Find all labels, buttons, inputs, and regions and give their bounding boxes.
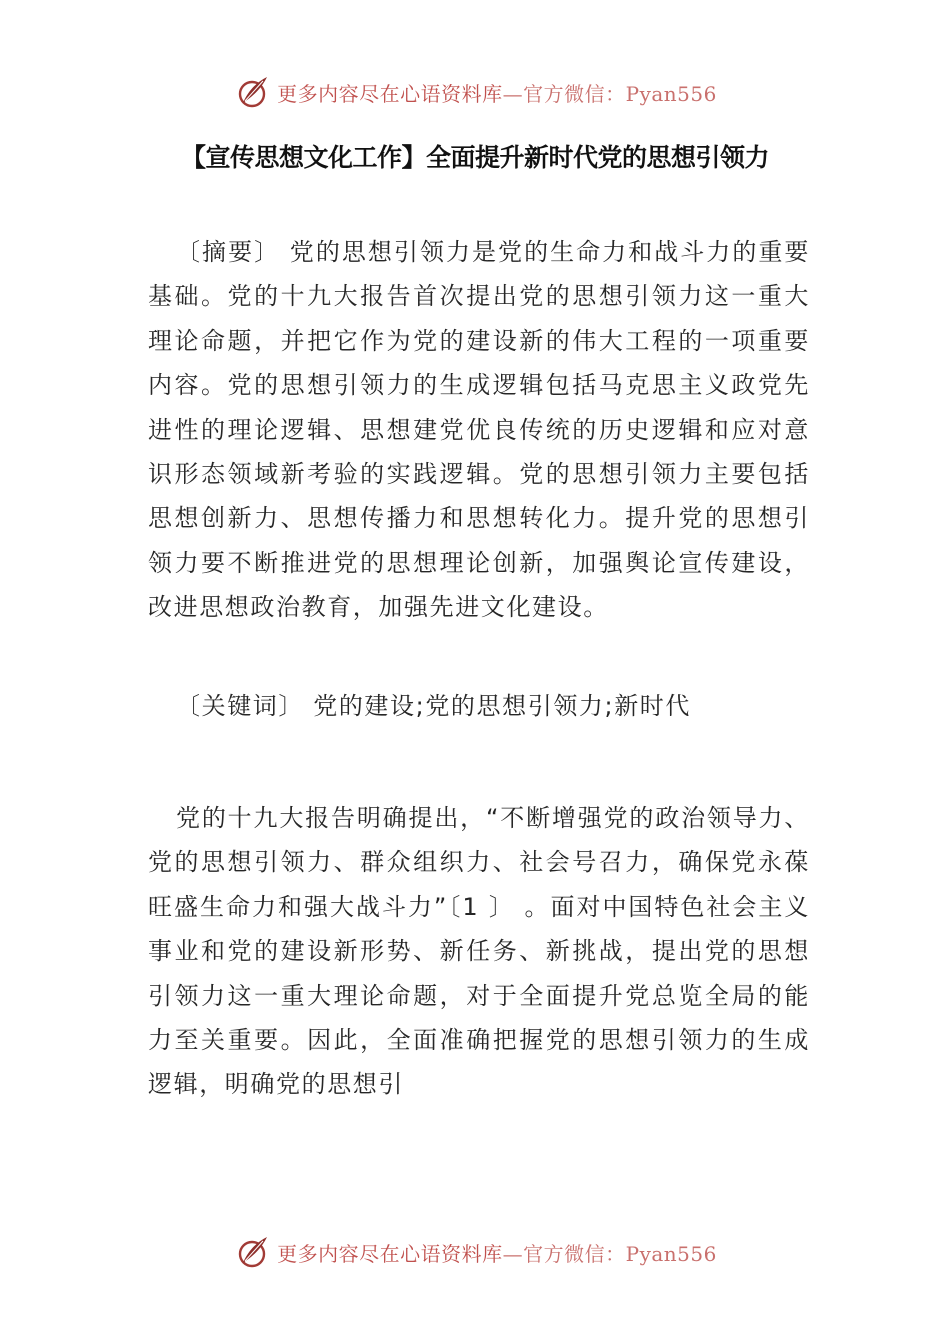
banner-site-name: 更多内容尽在心语资料库 (277, 81, 503, 106)
header-banner (0, 72, 950, 112)
banner-contact: —官方微信：Pyan556 (502, 81, 717, 106)
banner-site-name: 更多内容尽在心语资料库 (277, 1241, 503, 1266)
feather-quill-logo-icon (233, 73, 271, 111)
body-paragraph: 党的十九大报告明确提出，“不断增强党的政治领导力、党的思想引领力、群众组织力、社会号召力，确保党永葆旺盛生命力和强大战斗力”〔1 〕 。面对中国特色社会主义事业和党的建设新形势、新任务、新挑战，提出党的思想引领力这一重大理论命题，对于全面提升党总览全局的能力至关重要。因此，全面准确把握党的思想引领力的生成逻辑，明确党的思想引 (148, 804, 810, 1099)
banner-contact: —官方微信：Pyan556 (502, 1241, 717, 1266)
keywords-line: 〔关键词〕 党的建设;党的思想引领力;新时代 (176, 692, 691, 720)
feather-quill-logo-icon (233, 1233, 271, 1271)
document-title: 【宣传思想文化工作】全面提升新时代党的思想引领力 (180, 143, 769, 172)
footer-banner (0, 1232, 950, 1272)
abstract-paragraph: 〔摘要〕 党的思想引领力是党的生命力和战斗力的重要基础。党的十九大报告首次提出党的思想引领力这一重大理论命题，并把它作为党的建设新的伟大工程的一项重要内容。党的思想引领力的生成逻辑包括马克思主义政党先进性的理论逻辑、思想建党优良传统的历史逻辑和应对意识形态领域新考验的实践逻辑。党的思想引领力主要包括思想创新力、思想传播力和思想转化力。提升党的思想引领力要不断推进党的思想理论创新，加强舆论宣传建设，改进思想政治教育，加强先进文化建设。 (148, 238, 810, 622)
